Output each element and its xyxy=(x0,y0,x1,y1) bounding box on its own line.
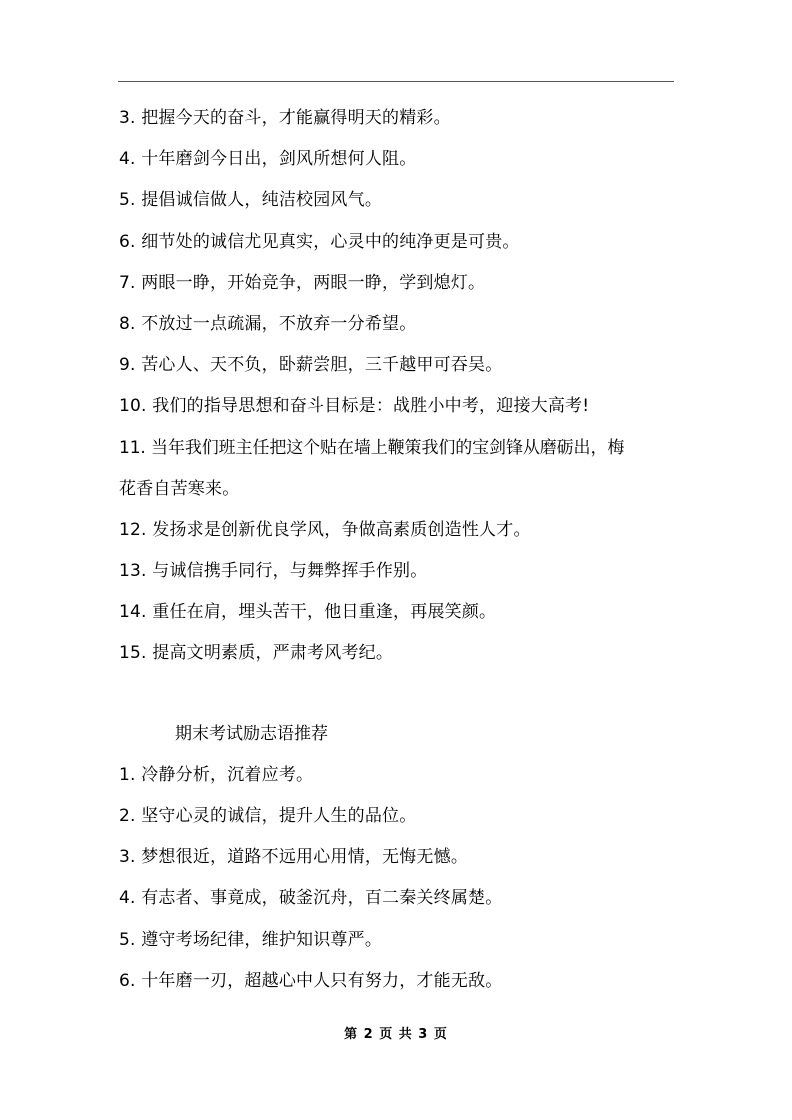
list-item: 5. 提倡诚信做人，纯洁校园风气。 xyxy=(119,190,383,211)
section-heading: 期末考试励志语推荐 xyxy=(175,723,328,744)
list-item: 7. 两眼一睁，开始竞争，两眼一睁，学到熄灯。 xyxy=(119,272,486,293)
header-rule xyxy=(118,81,674,82)
list-item: 8. 不放过一点疏漏，不放弃一分希望。 xyxy=(119,313,417,334)
section-gap xyxy=(119,675,675,714)
list-item-11-line2: 花香自苦寒来。 xyxy=(119,478,240,499)
list-item: 10. 我们的指导思想和奋斗目标是：战胜小中考，迎接大高考! xyxy=(119,396,590,417)
list-item: 2. 坚守心灵的诚信，提升人生的品位。 xyxy=(119,806,417,826)
list-item: 6. 十年磨一刃，超越心中人只有努力，才能无敌。 xyxy=(119,970,503,991)
list-item: 1. 冷静分析，沉着应考。 xyxy=(119,764,314,785)
list-item: 4. 有志者、事竟成，破釜沉舟，百二秦关终属楚。 xyxy=(119,888,503,909)
list-item: 9. 苦心人、天不负，卧薪尝胆，三千越甲可吞吴。 xyxy=(119,355,503,376)
list-item: 14. 重任在肩，埋头苦干，他日重逢，再展笑颜。 xyxy=(119,602,497,623)
page-footer: 第 2 页 共 3 页 xyxy=(344,1027,448,1042)
list-item: 3. 把握今天的奋斗，才能赢得明天的精彩。 xyxy=(119,108,451,128)
list-item: 3. 梦想很近，道路不远用心用情，无悔无憾。 xyxy=(119,847,469,868)
list-item-11-line1: 11. 当年我们班主任把这个贴在墙上鞭策我们的宝剑锋从磨砺出，梅 xyxy=(119,437,625,458)
list-item: 15. 提高文明素质，严肃考风考纪。 xyxy=(119,643,394,664)
list-item: 13. 与诚信携手同行，与舞弊挥手作别。 xyxy=(119,561,428,582)
content-body xyxy=(119,98,675,1002)
list-item: 4. 十年磨剑今日出，剑风所想何人阻。 xyxy=(119,149,417,170)
list-item: 5. 遵守考场纪律，维护知识尊严。 xyxy=(119,929,383,950)
list-item: 12. 发扬求是创新优良学风，争做高素质创造性人才。 xyxy=(119,519,531,540)
list-item: 6. 细节处的诚信尤见真实，心灵中的纯净更是可贵。 xyxy=(119,231,520,252)
